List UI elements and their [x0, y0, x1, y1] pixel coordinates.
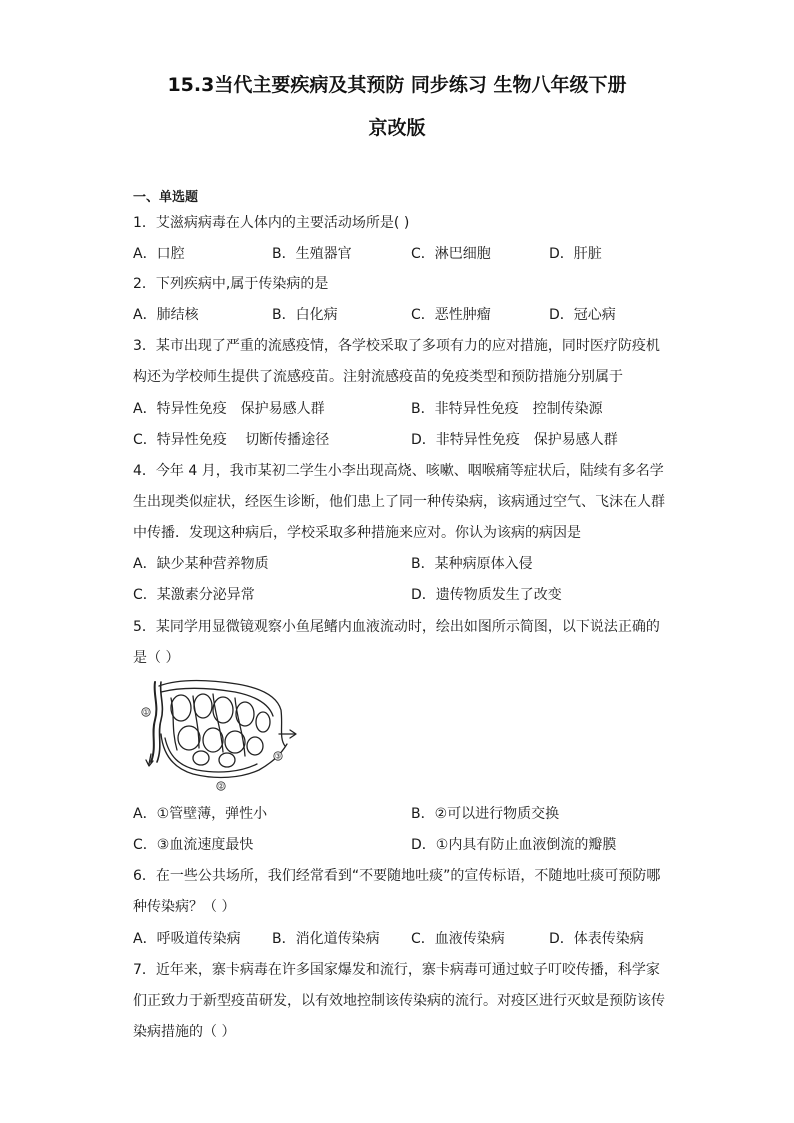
- question-5-options-row1: [133, 799, 663, 830]
- question-4-stem-line1: 4．今年 4 月，我市某初二学生小李出现高烧、咳嗽、咽喉痛等症状后，陆续有多名学: [133, 463, 664, 479]
- figure-label-3: ③: [274, 752, 282, 761]
- question-6-option-c: C．血液传染病: [411, 931, 505, 947]
- question-3-option-d: D．非特异性免疫 保护易感人群: [411, 432, 618, 448]
- question-3-option-a: A．特异性免疫 保护易感人群: [133, 401, 325, 417]
- question-1-stem: 1．艾滋病病毒在人体内的主要活动场所是( ): [133, 215, 410, 231]
- question-2-option-c: C．恶性肿瘤: [411, 307, 491, 323]
- question-2-options: [133, 300, 663, 331]
- question-2-stem: 2．下列疾病中,属于传染病的是: [133, 276, 329, 292]
- question-6-stem-line1: 6．在一些公共场所，我们经常看到“不要随地吐痰”的宣传标语，不随地吐痰可预防哪: [133, 868, 661, 884]
- question-5-stem-line2: 是（ ）: [133, 650, 180, 666]
- question-2-option-a: A．肺结核: [133, 307, 199, 323]
- question-1-option-b: B．生殖器官: [272, 246, 352, 262]
- question-1-option-d: D．肝脏: [549, 246, 602, 262]
- question-3-stem-line2: 构还为学校师生提供了流感疫苗。注射流感疫苗的免疫类型和预防措施分别属于: [133, 369, 623, 385]
- question-3-options-row2: [133, 425, 663, 456]
- question-2-option-b: B．白化病: [272, 307, 338, 323]
- question-4-option-d: D．遗传物质发生了改变: [411, 587, 562, 603]
- question-4-options-row1: [133, 549, 663, 580]
- document-title-line2: 京改版: [368, 117, 426, 139]
- fish-tail-blood-flow-figure: [141, 676, 297, 792]
- document-title-line1: 15.3当代主要疾病及其预防 同步练习 生物八年级下册: [167, 74, 627, 96]
- question-6-stem-line2: 种传染病？（ ）: [133, 899, 236, 915]
- question-3-option-c: C．特异性免疫 切断传播途径: [133, 432, 330, 448]
- question-4-option-b: B．某种病原体入侵: [411, 556, 533, 572]
- section-heading: 一、单选题: [133, 190, 199, 205]
- question-4-stem-line3: 中传播．发现这种病后，学校采取多种措施来应对。你认为该病的病因是: [133, 525, 581, 541]
- question-2-option-d: D．冠心病: [549, 307, 616, 323]
- question-3-options-row1: [133, 394, 663, 425]
- question-5-option-b: B．②可以进行物质交换: [411, 806, 560, 822]
- question-6-option-d: D．体表传染病: [549, 931, 644, 947]
- question-4-option-c: C．某激素分泌异常: [133, 587, 255, 603]
- question-4-stem-line2: 生出现类似症状，经医生诊断，他们患上了同一种传染病，该病通过空气、飞沫在人群: [133, 494, 665, 510]
- question-7-stem-line1: 7．近年来，寨卡病毒在许多国家爆发和流行，寨卡病毒可通过蚊子叮咬传播，科学家: [133, 962, 660, 978]
- question-1-option-c: C．淋巴细胞: [411, 246, 491, 262]
- question-5-options-row2: [133, 830, 663, 861]
- question-5-option-c: C．③血流速度最快: [133, 837, 254, 853]
- question-4-option-a: A．缺少某种营养物质: [133, 556, 269, 572]
- question-6-option-b: B．消化道传染病: [272, 931, 380, 947]
- question-7-stem-line2: 们正致力于新型疫苗研发，以有效地控制该传染病的流行。对疫区进行灭蚊是预防该传: [133, 993, 665, 1009]
- question-5-stem-line1: 5．某同学用显微镜观察小鱼尾鳍内血液流动时，绘出如图所示简图，以下说法正确的: [133, 619, 660, 635]
- figure-label-2: ②: [217, 782, 225, 791]
- question-6-option-a: A．呼吸道传染病: [133, 931, 241, 947]
- question-1-options: [133, 239, 663, 270]
- figure-label-1: ①: [142, 708, 150, 717]
- question-5-option-a: A．①管壁薄，弹性小: [133, 806, 268, 822]
- question-7-stem-line3: 染病措施的（ ）: [133, 1024, 236, 1040]
- question-3-stem-line1: 3．某市出现了严重的流感疫情，各学校采取了多项有力的应对措施，同时医疗防疫机: [133, 338, 660, 354]
- question-1-option-a: A．口腔: [133, 246, 185, 262]
- question-6-options: [133, 924, 663, 955]
- question-4-options-row2: [133, 580, 663, 611]
- question-5-option-d: D．①内具有防止血液倒流的瓣膜: [411, 837, 617, 853]
- question-3-option-b: B．非特异性免疫 控制传染源: [411, 401, 603, 417]
